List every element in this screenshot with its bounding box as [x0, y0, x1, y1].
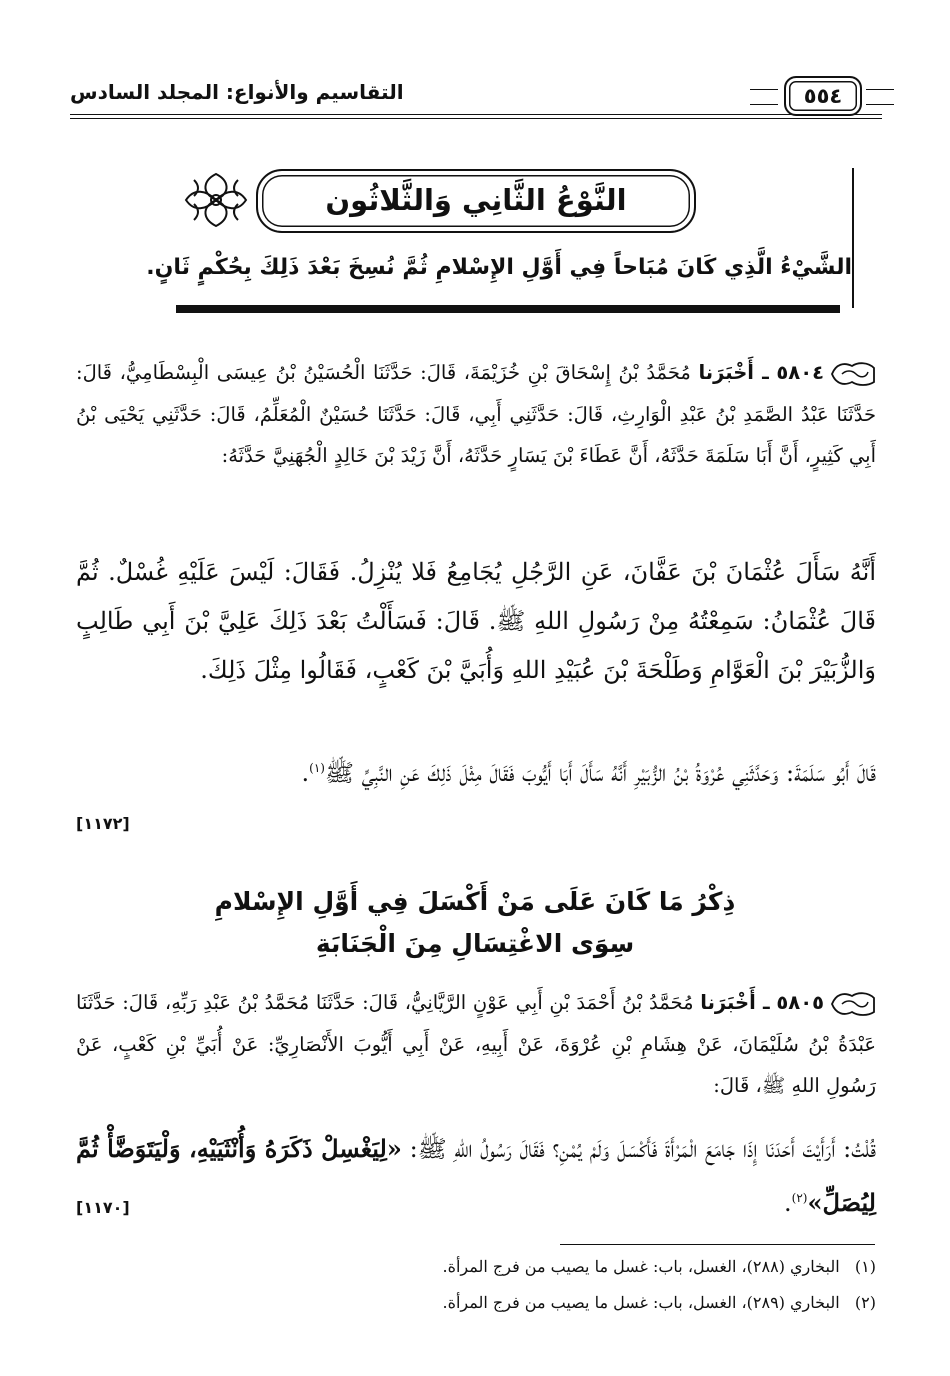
akhbarana-label: ـ أَخْبَرَنا: [700, 991, 770, 1014]
isnad-text: مُحَمَّدُ بْنُ إِسْحَاقَ بْنِ خُزَيْمَةَ، قَالَ: حَدَّثَنَا الْحُسَيْنُ بْنُ عِيسَى الْبِسْطَامِيُّ، قَالَ: حَدَّثَنَا عَبْدُ الصَّمَدِ بْنُ عَبْدِ الْوَارِثِ، قَالَ: حَدَّثَنِي أَبِي، قَالَ: حَدَّثَنَا حُسَيْنٌ الْمُعَلِّمُ، قَالَ: حَدَّثَنِي يَحْيَى بْنُ أَبِي كَثِيرٍ، أَنَّ أَبَا سَلَمَةَ حَدَّثَهُ، أَنَّ عَطَاءَ بْنَ يَسَارٍ حَدَّثَهُ، أَنَّ زَيْدَ بْنَ خَالِدٍ الْجُهَنِيَّ حَدَّثَهُ:: [76, 361, 876, 467]
akhbarana-label: ـ أَخْبَرَنا: [698, 361, 769, 384]
footnote-text: البخاري (٢٨٩)، الغسل، باب: غسل ما يصيب من فرج المرأة.: [442, 1293, 840, 1312]
matn-text-2: قَالَ أَبُو سَلَمَةَ: وَحَدَّثَنِي عُرْوَةُ بْنُ الزُّبَيْرِ أَنَّهُ سَأَلَ أَبَا أَيُّوبَ فَقَالَ مِثْلَ ذَلِكَ عَنِ النَّبِيِّ ﷺ: [324, 759, 876, 787]
hadith-marker-icon: [830, 360, 876, 388]
footnote-text: البخاري (٢٨٨)، الغسل، باب: غسل ما يصيب من فرج المرأة.: [442, 1257, 840, 1276]
prophetic-saying: «لِيَغْسِلْ ذَكَرَهُ وَأُنْثَيَيْهِ، وَلْيَتَوَضَّأْ ثُمَّ لِيُصَلِّ»: [76, 1134, 876, 1217]
chapter-underline-bar: [176, 305, 840, 313]
chapter-subtitle: الشَّيْءُ الَّذِي كَانَ مُبَاحاً فِي أَوَّلِ الإِسْلامِ ثُمَّ نُسِخَ بَعْدَ ذَلِكَ بِحُكْمٍ ثَانٍ.: [146, 255, 852, 280]
hadith-5804-reference: [١١٧٢]: [76, 814, 130, 833]
hadith-number: ٥٨٠٥: [776, 991, 825, 1014]
footnote-1: [443, 1254, 876, 1280]
hadith-5805-matn: [76, 1124, 876, 1228]
hadith-5805-reference: [١١٧٠]: [76, 1198, 130, 1217]
hadith-5804-isnad: [76, 352, 876, 477]
chapter-title: النَّوْعُ الثَّانِي وَالثَّلاثُون: [256, 169, 696, 233]
hadith-5804-matn-2: [76, 744, 876, 798]
page-number-rule-left: [750, 89, 778, 105]
header-rule-thin: [70, 118, 882, 119]
hadith-marker-icon: [830, 990, 876, 1018]
page-header: [70, 80, 882, 116]
sentence-end: .: [301, 759, 310, 787]
running-title: التقاسيم والأنواع: المجلد السادس: [70, 80, 404, 104]
page-number-frame: [750, 76, 894, 118]
footnote-number: (٢): [854, 1293, 876, 1312]
section-title-line1: ذِكْرُ مَا كَانَ عَلَى مَنْ أَكْسَلَ فِي أَوَّلِ الإِسْلامِ: [214, 887, 736, 916]
footnote-marker: (٢): [791, 1191, 808, 1205]
section-title-line2: سِوَى الاغْتِسَالِ مِنَ الْجَنَابَةِ: [315, 929, 635, 958]
hadith-number: ٥٨٠٤: [776, 361, 824, 384]
matn-text: أَنَّهُ سَأَلَ عُثْمَانَ بْنَ عَفَّانَ، عَنِ الرَّجُلِ يُجَامِعُ فَلا يُنْزِلُ. فَقَالَ: لَيْسَ عَلَيْهِ غُسْلٌ. ثُمَّ قَالَ عُثْمَانُ: سَمِعْتُهُ مِنْ رَسُولِ اللهِ ﷺ. قَالَ: فَسَأَلْتُ بَعْدَ ذَلِكَ عَلِيَّ بْنَ أَبِي طَالِبٍ وَالزُّبَيْرَ بْنَ الْعَوَّامِ وَطَلْحَةَ بْنَ عُبَيْدِ اللهِ وَأُبَيَّ بْنَ كَعْبٍ، فَقَالُوا مِثْلَ ذَلِكَ.: [76, 558, 876, 684]
footnote-number: (١): [854, 1257, 876, 1276]
matn-text: قُلْتُ: أَرَأَيْتَ أَحَدَنَا إِذَا جَامَعَ الْمَرْأَةَ فَأَكْسَلَ وَلَمْ يُمْنِ؟ فَقَالَ رَسُولُ اللهِ ﷺ:: [409, 1135, 876, 1163]
ornament-icon: [180, 170, 252, 230]
isnad-text: مُحَمَّدُ بْنُ أَحْمَدَ بْنِ أَبِي عَوْنٍ الرَّيَّانِيُّ، قَالَ: حَدَّثَنَا مُحَمَّدُ بْنُ عَبْدِ رَبِّهِ، قَالَ: حَدَّثَنَا عَبْدَةُ بْنُ سُلَيْمَانَ، عَنْ هِشَامِ بْنِ عُرْوَةَ، عَنْ أَبِيهِ، عَنْ أَبِي أَيُّوبَ الأَنْصَارِيِّ: عَنْ أُبَيِّ بْنِ كَعْبٍ، عَنْ رَسُولِ اللهِ ﷺ، قَالَ:: [76, 991, 876, 1097]
footnote-separator: [560, 1244, 875, 1245]
sentence-end: .: [783, 1189, 792, 1217]
footnote-2: [443, 1290, 876, 1316]
hadith-5804-matn: [76, 548, 876, 695]
page-number-rule-right: [866, 89, 894, 105]
hadith-5805-isnad: [76, 982, 876, 1107]
footnote-marker: (١): [309, 761, 325, 775]
page-number: ٥٥٤: [784, 76, 862, 116]
